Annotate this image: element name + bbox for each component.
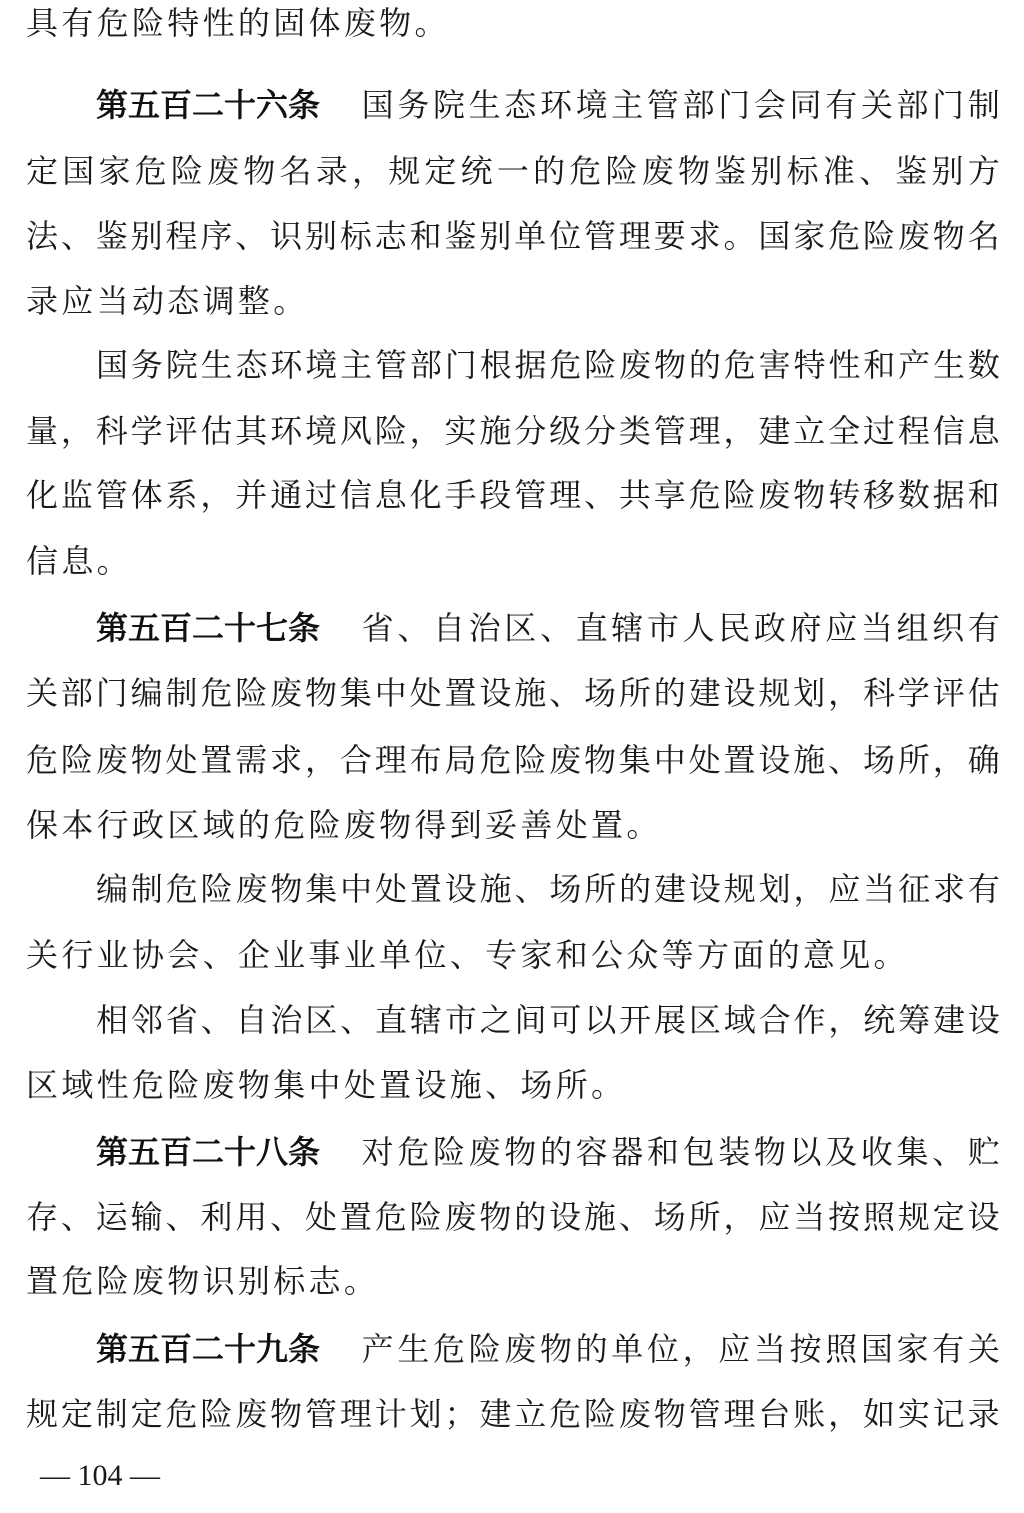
text-line: 危 险 废 物 处 置 需 求 ， 合 理 布 局 危 险 废 物 集 中 处 置 设 施 、 场 所 ， 确	[26, 741, 1000, 779]
text-line: 保 本 行 政 区 域 的 危 险 废 物 得 到 妥 善 处 置 。	[26, 806, 659, 844]
article-heading-line: 第五百二十九条 产 生 危 险 废 物 的 单 位 ， 应 当 按 照 国 家 有 关	[96, 1330, 1000, 1368]
text-line: 存 、 运 输 、 利 用 、 处 置 危 险 废 物 的 设 施 、 场 所 ， 应 当 按 照 规 定 设	[26, 1198, 1000, 1236]
article-heading-line: 第五百二十八条 对 危 险 废 物 的 容 器 和 包 装 物 以 及 收 集 、 贮	[96, 1133, 1000, 1171]
text-line: 置 危 险 废 物 识 别 标 志 。	[26, 1262, 376, 1300]
text-line: 关 行 业 协 会 、 企 业 事 业 单 位 、 专 家 和 公 众 等 方 面 的 意 见 。	[26, 936, 906, 974]
text-line: 录 应 当 动 态 调 整 。	[26, 282, 306, 320]
article-heading-line: 第五百二十六条 国 务 院 生 态 环 境 主 管 部 门 会 同 有 关 部 门 制	[96, 86, 1000, 124]
article-number: 第五百二十九条	[96, 1330, 321, 1368]
text-line: 关 部 门 编 制 危 险 废 物 集 中 处 置 设 施 、 场 所 的 建 设 规 划 ， 科 学 评 估	[26, 674, 1000, 712]
text-line: 定 国 家 危 险 废 物 名 录 ， 规 定 统 一 的 危 险 废 物 鉴 别 标 准 、 鉴 别 方	[26, 152, 1000, 190]
article-heading-line: 第五百二十七条 省 、 自 治 区 、 直 辖 市 人 民 政 府 应 当 组 织 有	[96, 609, 1000, 647]
text-line: 国 务 院 生 态 环 境 主 管 部 门 根 据 危 险 废 物 的 危 害 特 性 和 产 生 数	[96, 346, 1000, 384]
text-line: 编 制 危 险 废 物 集 中 处 置 设 施 、 场 所 的 建 设 规 划 ， 应 当 征 求 有	[96, 870, 1000, 908]
text-line: 化 监 管 体 系 ， 并 通 过 信 息 化 手 段 管 理 、 共 享 危 险 废 物 转 移 数 据 和	[26, 476, 1000, 514]
text-line: 具 有 危 险 特 性 的 固 体 废 物 。	[26, 4, 447, 42]
text-line: 区 域 性 危 险 废 物 集 中 处 置 设 施 、 场 所 。	[26, 1066, 624, 1104]
text-line: 量 ， 科 学 评 估 其 环 境 风 险 ， 实 施 分 级 分 类 管 理 ， 建 立 全 过 程 信 息	[26, 412, 1000, 450]
text-line: 相 邻 省 、 自 治 区 、 直 辖 市 之 间 可 以 开 展 区 域 合 作 ， 统 筹 建 设	[96, 1001, 1000, 1039]
article-number: 第五百二十七条	[96, 609, 321, 647]
article-number: 第五百二十六条	[96, 86, 321, 124]
text-line: 信 息 。	[26, 542, 129, 580]
article-number: 第五百二十八条	[96, 1133, 321, 1171]
text-line: 法 、 鉴 别 程 序 、 识 别 标 志 和 鉴 别 单 位 管 理 要 求 。 国 家 危 险 废 物 名	[26, 217, 1000, 255]
text-line: 规 定 制 定 危 险 废 物 管 理 计 划 ； 建 立 危 险 废 物 管 理 台 账 ， 如 实 记 录	[26, 1395, 1000, 1433]
page-number: — 104 —	[40, 1459, 160, 1492]
